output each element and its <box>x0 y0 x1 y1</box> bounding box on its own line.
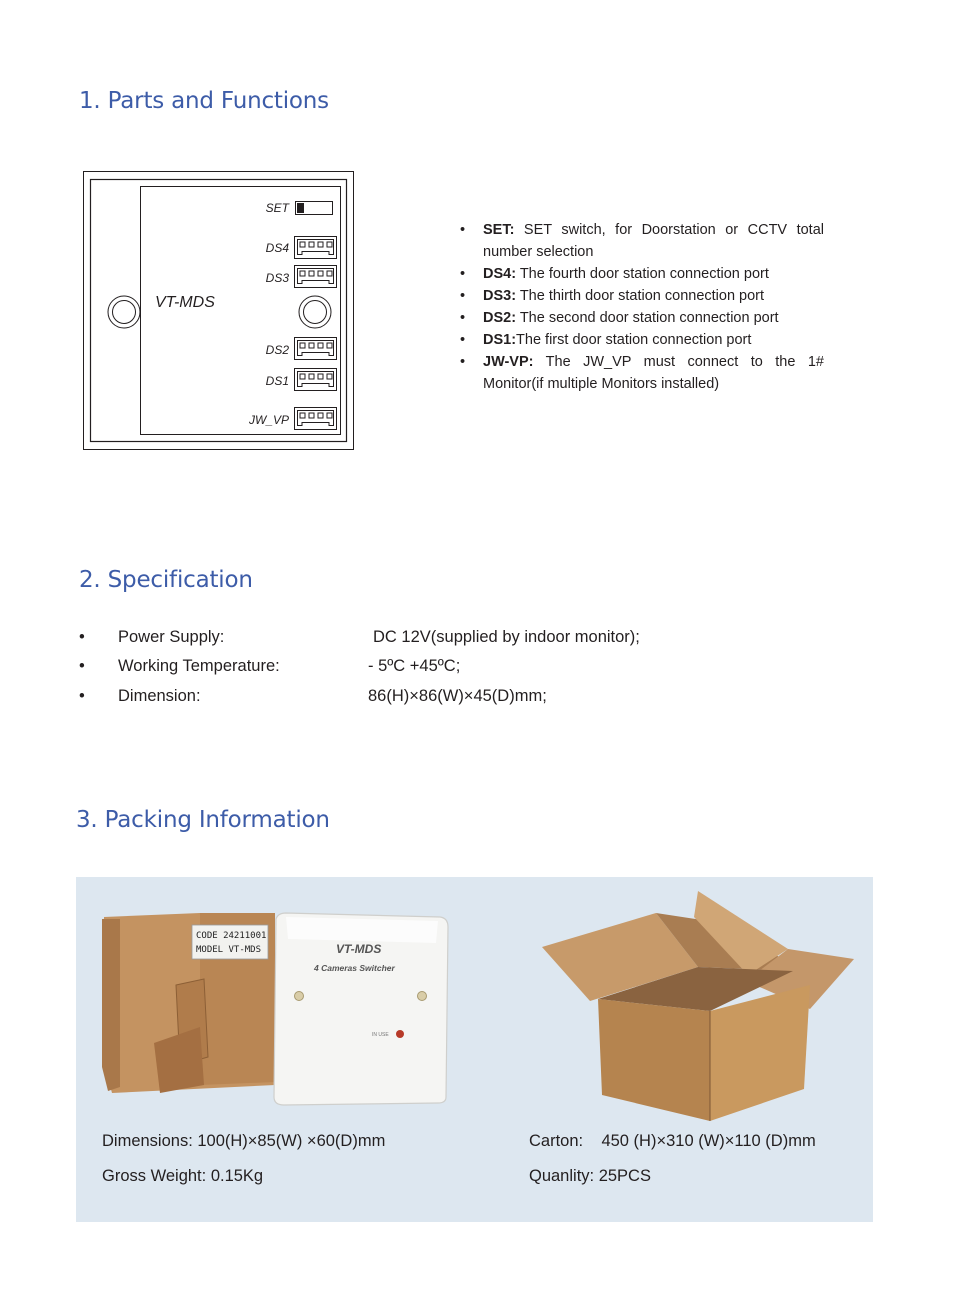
ds4-port-shape <box>295 237 337 259</box>
device-outline-drawing <box>83 171 354 450</box>
carton-box-photo <box>538 889 856 1123</box>
ds3-label: DS3 <box>265 271 289 285</box>
spec-row-temperature: • Working Temperature: - 5ºC +45ºC; <box>79 657 461 675</box>
packing-dimensions: Dimensions: 100(H)×85(W) ×60(D)mm <box>102 1132 386 1150</box>
parts-functions-title: 1. Parts and Functions <box>79 88 329 114</box>
product-subtitle: 4 Cameras Switcher <box>314 963 395 973</box>
ds2-label: DS2 <box>265 343 289 357</box>
list-item: • DS1:The first door station connection port <box>457 329 824 351</box>
spec-label: Dimension: <box>118 687 201 705</box>
product-box-photo <box>100 907 450 1107</box>
product-label-model: MODEL VT-MDS <box>196 945 262 955</box>
spec-value: 86(H)×86(W)×45(D)mm; <box>368 687 547 705</box>
packing-carton: Carton: 450 (H)×310 (W)×110 (D)mm <box>529 1132 816 1150</box>
ds1-port-shape <box>295 369 337 391</box>
set-label: SET <box>265 201 289 215</box>
packing-panel <box>76 877 873 1222</box>
list-item: • DS4: The fourth door station connection port <box>457 263 824 285</box>
specification-title: 2. Specification <box>79 567 253 593</box>
ds1-label: DS1 <box>265 374 289 388</box>
spec-value: DC 12V(supplied by indoor monitor); <box>373 628 640 646</box>
packing-quantity: Quanlity: 25PCS <box>529 1167 651 1185</box>
jwvp-port-shape <box>295 408 337 430</box>
product-label-code: CODE 24211001 <box>196 931 267 941</box>
device-diagram <box>83 171 354 450</box>
product-brand: VT-MDS <box>336 942 382 956</box>
ds4-label: DS4 <box>265 241 289 255</box>
spec-label: Working Temperature: <box>118 657 280 675</box>
model-label: VT-MDS <box>155 294 215 311</box>
packing-information-title: 3. Packing Information <box>76 807 330 833</box>
ds2-port-shape <box>295 338 337 360</box>
list-item: • SET: SET switch, for Doorstation or CCTV total number selection <box>457 219 824 263</box>
list-item: • DS2: The second door station connection port <box>457 307 824 329</box>
spec-row-dimension: • Dimension: 86(H)×86(W)×45(D)mm; <box>79 687 547 705</box>
jwvp-label: JW_VP <box>248 413 289 427</box>
list-item: • DS3: The thirth door station connection port <box>457 285 824 307</box>
product-led-label: IN USE <box>372 1032 389 1038</box>
spec-label: Power Supply: <box>118 628 225 646</box>
spec-row-power: • Power Supply: DC 12V(supplied by indoor monitor); <box>79 628 640 646</box>
port-description-list <box>457 219 824 395</box>
spec-value: - 5ºC +45ºC; <box>368 657 461 675</box>
list-item: • JW-VP: The JW_VP must connect to the 1# Monitor(if multiple Monitors installed) <box>457 351 824 395</box>
packing-gross-weight: Gross Weight: 0.15Kg <box>102 1167 264 1185</box>
ds3-port-shape <box>295 266 337 288</box>
